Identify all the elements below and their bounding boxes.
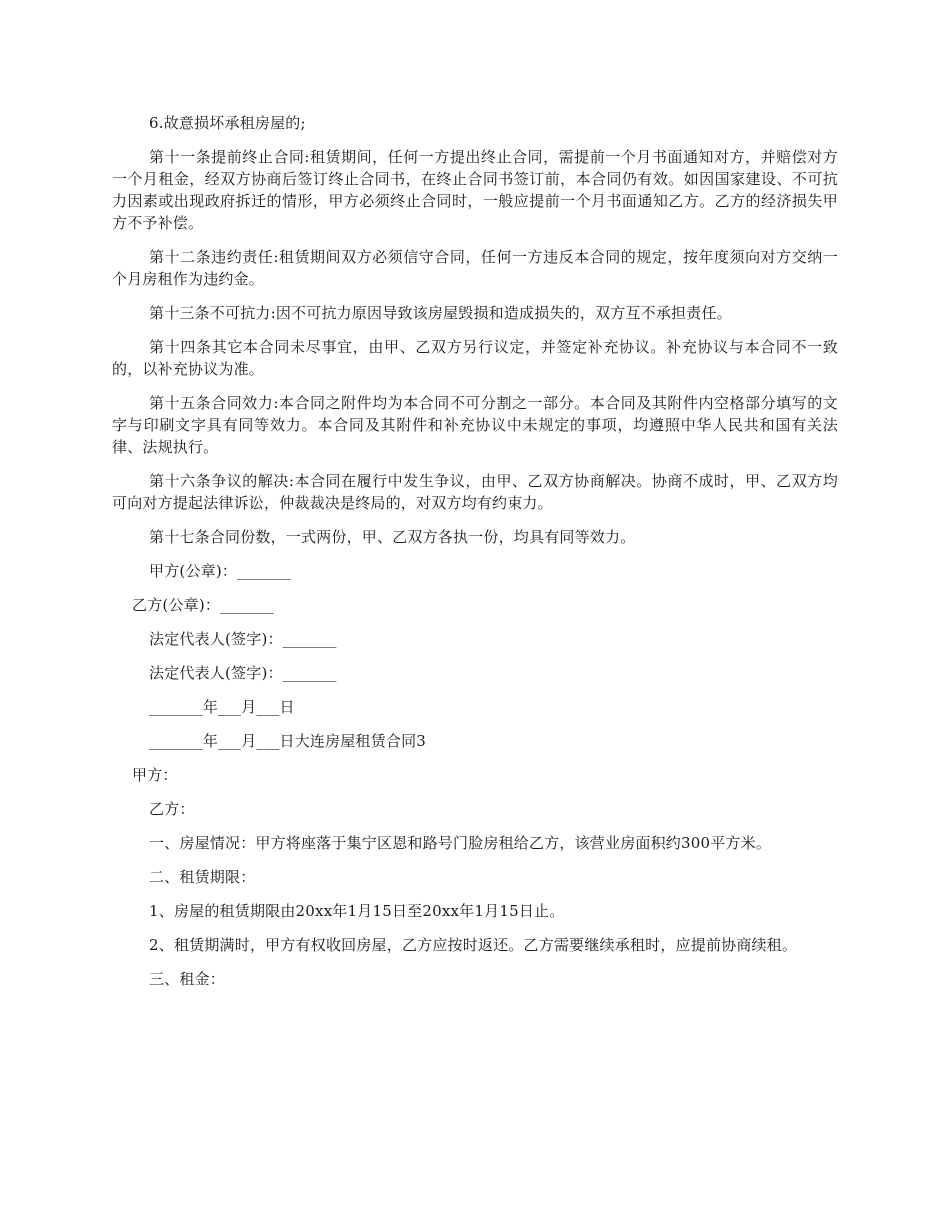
date-line: _______年___月___日 xyxy=(149,698,295,716)
paragraph-article-14: 第十四条其它本合同未尽事宜，由甲、乙双方另行议定，并签定补充协议。补充协议与本合同不一致的，以补充协议为准。 xyxy=(112,338,838,378)
paragraph-article-16: 第十六条争议的解决:本合同在履行中发生争议，由甲、乙双方协商解决。协商不成时，甲、乙双方均可向对方提起法律诉讼，仲裁裁决是终局的，对双方均有约束力。 xyxy=(112,472,838,512)
paragraph-clause-6: 6.故意损坏承租房屋的; xyxy=(149,114,306,132)
paragraph-article-17: 第十七条合同份数，一式两份，甲、乙双方各执一份，均具有同等效力。 xyxy=(149,528,636,546)
lease-term-item-2: 2、租赁期满时，甲方有权收回房屋，乙方应按时返还。乙方需要继续承租时，应提前协商续租。 xyxy=(149,936,798,954)
paragraph-article-11: 第十一条提前终止合同:租赁期间，任何一方提出终止合同，需提前一个月书面通知对方，并赔偿对方一个月租金，经双方协商后签订终止合同书，在终止合同书签订前，本合同仍有效。如因国家建设、不可抗力因素或出现政府拆迁的情形，甲方必须终止合同时，一般应提前一个月书面通知乙方。乙方的经济损失甲方不予补偿。 xyxy=(112,148,838,232)
section-lease-term-heading: 二、租赁期限： xyxy=(149,868,256,886)
signature-party-a: 甲方(公章)：_______ xyxy=(149,562,292,580)
paragraph-article-13: 第十三条不可抗力:因不可抗力原因导致该房屋毁损和造成损失的，双方互不承担责任。 xyxy=(149,304,732,322)
party-b-label: 乙方： xyxy=(149,800,195,818)
signature-legal-rep-b: 法定代表人(签字)：_______ xyxy=(149,664,337,682)
party-a-label: 甲方： xyxy=(132,766,178,784)
date-line-with-title: _______年___月___日大连房屋租赁合同3 xyxy=(149,732,427,750)
signature-legal-rep-a: 法定代表人(签字)：_______ xyxy=(149,630,337,648)
signature-party-b: 乙方(公章)：_______ xyxy=(132,596,275,614)
lease-term-item-1: 1、房屋的租赁期限由20xx年1月15日至20xx年1月15日止。 xyxy=(149,902,565,920)
section-rent-heading: 三、租金： xyxy=(149,970,226,988)
paragraph-article-15: 第十五条合同效力:本合同之附件均为本合同不可分割之一部分。本合同及其附件内空格部分填写的文字与印刷文字具有同等效力。本合同及其附件和补充协议中未规定的事项，均遵照中华人民共和国有关法律、法规执行。 xyxy=(112,394,838,456)
paragraph-article-12: 第十二条违约责任:租赁期间双方必须信守合同，任何一方违反本合同的规定，按年度须向对方交纳一个月房租作为违约金。 xyxy=(112,248,838,288)
document-body xyxy=(112,112,838,1002)
section-property-info: 一、房屋情况：甲方将座落于集宁区恩和路号门脸房租给乙方，该营业房面积约300平方米。 xyxy=(149,834,772,852)
